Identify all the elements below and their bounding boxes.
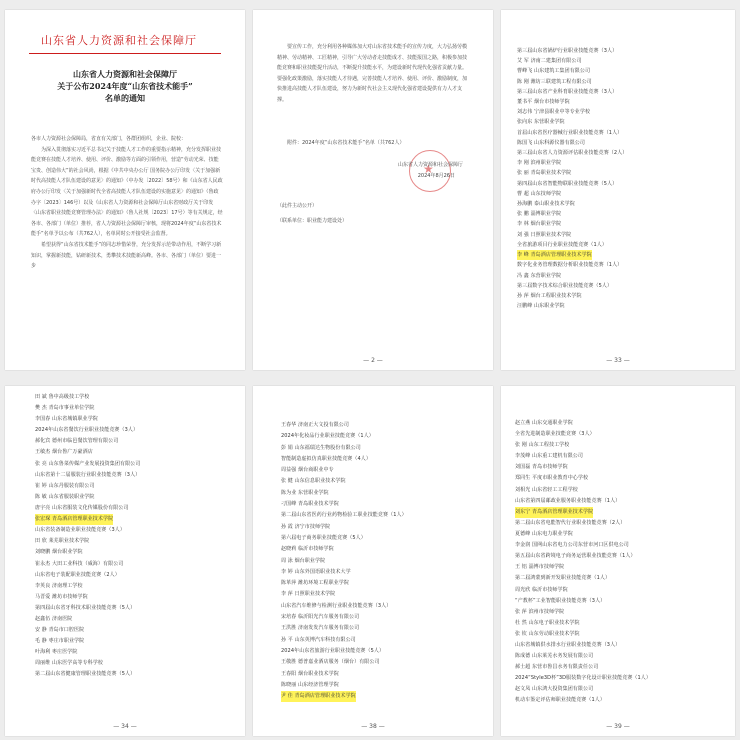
list-line: 崔永杰 大田工业科技（威海）有限公司 — [35, 560, 124, 567]
name-list — [515, 418, 727, 707]
list-line: 孙 霞 济宁市技师学院 — [281, 523, 331, 530]
list-line: 刘国磊 青岛市技师学院 — [515, 464, 568, 471]
list-line: 李 林 烟台职业学院 — [517, 221, 562, 228]
notice-title: 山东省人力资源和社会保障厅 关于公布2024年度“山东省技术能手” 名单的通知 — [57, 69, 193, 103]
list-line: 第四届山东省牙科技术职业技能竞赛（5人） — [35, 604, 136, 611]
list-line: 汪鹏峰 山东职业学院 — [517, 303, 565, 310]
list-line: 王敬胜 德普嘉业酒店服务（烟台）有限公司 — [281, 659, 380, 666]
list-line: 冯 鑫 东营职业学院 — [517, 272, 562, 279]
sign-date: 2024年8月26日 — [417, 173, 455, 179]
list-line: 郝化宾 德州市临邑餐饮管理有限公司 — [35, 438, 119, 445]
body-paragraph: 各市人力资源社会保障局，省直有关部门，各群团组织，企业、院校： — [31, 136, 187, 142]
list-line: 李 婷 山东外国语职业技术大学 — [281, 568, 351, 575]
page-number: — 2 — — [363, 357, 383, 364]
list-line: 2024年山东省旅游行业职业技能竞赛（5人） — [281, 647, 385, 654]
list-line: 赵鑫伍 济南医院 — [35, 615, 73, 622]
list-line: 首届山东省医疗器械行业职业技能竞赛（1人） — [517, 129, 623, 136]
page-number: — 38 — — [361, 723, 385, 730]
list-line: 第四届山东省智能物联职业技能竞赛（5人） — [517, 180, 618, 187]
list-line: 赵晓莉 临沂市技师学院 — [281, 546, 334, 553]
list-line: 孙 萍 烟台工程职业技术学院 — [517, 293, 582, 300]
highlighted-list-line: 尹 佳 青岛酒店管理职业技术学院 — [281, 691, 356, 702]
letterhead: 山东省人力资源和社会保障厅 — [41, 34, 197, 47]
list-line: 第二届山东省医药行业药物检验工职业技能竞赛（1人） — [281, 512, 407, 519]
document-page-33 — [501, 10, 735, 370]
letterhead-rule — [29, 53, 221, 54]
list-line: 田 欣 莱芜职业技术学院 — [35, 538, 90, 545]
list-line: 第三届山东省人力资源评估职业技能竞赛（2人） — [517, 150, 628, 157]
list-line: 安 静 青岛市口腔医院 — [35, 627, 85, 634]
name-list — [35, 392, 235, 681]
highlighted-list-line: 李 峰 青岛酒店管理职业技术学院 — [517, 250, 592, 260]
list-line: 夏德峰 山东电力职业学院 — [515, 531, 573, 538]
list-line: 孙 平 山东英博汽车科技有限公司 — [281, 636, 356, 643]
list-line: 山东省第十二届服装行业职业技能竞赛（3人） — [35, 471, 141, 478]
list-line: 彭 娟 山东福瑞达生物股份有限公司 — [281, 444, 361, 451]
list-line: 曹峰飞 山东建筑工集团有限公司 — [517, 68, 591, 75]
list-line: 王春华 济南正大文投有限公司 — [281, 422, 349, 428]
document-page-38 — [253, 386, 493, 736]
list-line: 第二届山东省健康管理职业技能竞赛（5人） — [35, 671, 136, 678]
document-page-2 — [253, 10, 493, 370]
list-line: 董书平 烟台市技师学院 — [517, 99, 570, 106]
list-line: 赵立燕 山东交通职业学院 — [515, 420, 573, 426]
list-line: 王敏杰 烟台鲁广万豪酒店 — [35, 449, 93, 456]
list-line: 刘相光 山东省轻工工程学校 — [515, 486, 578, 493]
list-line: 张 鹏 淄博职业学院 — [517, 211, 562, 218]
list-line: 曹 超 山东技师学院 — [517, 190, 562, 197]
list-line: 田 斌 鲁中高级技工学校 — [35, 394, 90, 400]
list-line: 叶海利 枣庄医学院 — [35, 649, 78, 656]
list-line: 第六届电子商务职业技能竞赛（5人） — [281, 534, 366, 541]
disclosure-note: （此件主动公开） — [277, 203, 318, 209]
page-number: — 34 — — [113, 723, 137, 730]
list-line: “产教杯”工业智能职业技能竞赛（3人） — [515, 597, 606, 604]
list-line: 艾 军 济南二建集团有限公司 — [517, 58, 582, 65]
list-line: 陈 刚 潍坊三联建筑工程有限公司 — [517, 78, 592, 85]
list-line: 山东省电子装配职业技能竞赛（2人） — [35, 571, 120, 578]
list-line: 宋培春 临沂阳光汽车服务有限公司 — [281, 614, 360, 621]
name-list — [517, 46, 725, 311]
list-line: 孙海鹏 泰山职业技术学院 — [517, 201, 575, 208]
notice-body — [31, 134, 223, 272]
body-paragraph: 希望获得“山东省技术能手”的同志珍惜荣誉，充分发挥示范带动作用，不断学习新知识，掌握新技能，钻研新技术，勇攀技术技能新高峰。各市、各部门（单位）要进一步 — [31, 241, 222, 270]
list-line: 李茂峰 山东重工建机有限公司 — [515, 453, 583, 460]
list-line: 机动车鉴定评估师职业技能竞赛（1人） — [515, 697, 605, 704]
list-line: 李 刚 滨州职业学院 — [517, 160, 562, 167]
list-line: 张向东 东营职业学院 — [517, 119, 565, 126]
sign-org: 山东省人力资源和社会保障厅 — [397, 162, 463, 168]
list-line: 王洪胜 济南发发汽车服务有限公司 — [281, 625, 360, 632]
list-line: 崔 婷 山东丹服装有限公司 — [35, 482, 95, 489]
contact-note: （联系单位：职业能力建设处） — [277, 218, 348, 224]
list-line: 全省先进制造职业技能竞赛（3人） — [515, 431, 595, 438]
list-line: 2024“Style3D杯”3D服装数字化设计职业技能竞赛（1人） — [515, 675, 652, 682]
list-line: 唐宇亮 山东省服装文化传媒股份有限公司 — [35, 504, 129, 511]
list-line: 李英良 济南理工学校 — [35, 582, 83, 589]
list-line: 张 萍 滨州市技师学院 — [515, 608, 565, 615]
list-line: 张 刚 山东工程技工学校 — [515, 442, 570, 449]
list-line: 周丽维 山东医学高等专科学校 — [35, 660, 103, 667]
list-line: 周益强 烟台商职业中专 — [281, 467, 334, 474]
list-line: 陈成德 山东莱芜水务发展有限公司 — [515, 653, 594, 660]
name-list — [281, 420, 483, 703]
list-line: 刘 强 日照职业技术学院 — [517, 231, 572, 238]
list-line: 全省旅游项目行业职业技能竞赛（1人） — [517, 241, 607, 248]
list-line: 2024年山东省餐饮行业职业技能竞赛（3人） — [35, 427, 139, 434]
list-line: 周光欣 临沂市技师学院 — [515, 586, 568, 593]
list-line: 周 泳 烟台职业学院 — [281, 557, 326, 564]
document-page-39 — [501, 386, 735, 736]
list-line: 第二届山东省电能智代行业职业技能竞赛（2人） — [515, 519, 626, 526]
body-paragraph: 要宣传工作，充分利用各种媒体加大对山东省技术能手的宣传力度，大力弘扬劳模精神、劳动精神、工匠精神，引导广大劳动者走技能成才、技能报国之路，积极参加技能竞赛和职业技能提升活动，不断提升技能水平，为建设新时代现代化强省贡献力量。要强化政策激励，落实技能人才待遇，完善技能人才培养、使用、评价、激励制度，加快推进高技能人才队伍建设，努力为新时代社会主义现代化强省建设提供有力人才支撑。 — [277, 44, 468, 103]
list-line: 山东省第四届邮政业服务职业技能竞赛（1人） — [515, 497, 621, 504]
list-line: 郝士超 东营市鲁昌水务有限责任公司 — [515, 664, 599, 671]
list-line: 杜 然 山东电子职业技术学院 — [515, 619, 580, 626]
list-line: 第三届山东省产业科育职业技能竞赛（3人） — [517, 88, 618, 95]
list-line: 刁国峰 青岛职业技术学院 — [281, 501, 339, 508]
list-line: 李金润 国网山东省电力公司东营市河口区供电公司 — [515, 542, 629, 549]
page-number: — 33 — — [606, 357, 630, 364]
list-line: 第三届山东省锅炉行业职业技能竞赛（3人） — [517, 48, 618, 54]
list-line: 李 萍 日照职业技术学院 — [281, 591, 336, 598]
list-line: 山东省装备制造业职业技能竞赛（3人） — [35, 527, 125, 534]
list-line: 张 亮 山东鲁菜传媒产业发展投资集团有限公司 — [35, 460, 141, 467]
list-line: 马晋爱 潍坊市技师学院 — [35, 593, 88, 600]
list-line: 郑同生 平度市职业教育中心学校 — [515, 475, 589, 482]
list-line: 山东省汽车维修与检测行业职业技能竞赛（3人） — [281, 602, 392, 609]
list-line: 陈晓丽 山东经济管理学院 — [281, 681, 339, 688]
body-paragraph: 为深入贯彻落实习近平总书记关于技能人才工作的重要指示精神，充分发挥职业技能竞赛在技能人才培养、使用、评价、激励等方面的引领作用，营造“劳动光荣、技能宝贵、创造伟大”的社会风尚，根据《中共中央办公厅 国务院办公厅印发〈关于加强新时代高技能人才队伍建设的意见〉的通知》（中办发〔2022〕58号）和《山东省人民政府办公厅印发〈关于加强新时代全省高技能人才队伍建设的实施意见〉的通知》（鲁政办字〔2023〕146号）以及《山东省人力资源和社会保障厅山东省财政厅关于印发〈山东省职业技能竞赛管理办法〉的通知》（鲁人社规〔2023〕17号）等有关规定，经各市、各部门（单位）推荐，省人力资源社会保障厅审核，现将2024年度“山东省技术能手”名单予以公布（共762人），名单同时公开接受社会监督。 — [31, 146, 223, 238]
document-page-1 — [5, 10, 245, 370]
list-line: 李国春 山东省城镇职业学院 — [35, 416, 98, 423]
list-line: 赵文凤 山东鸿大投资集团有限公司 — [515, 686, 594, 693]
list-line: 张 丽 青岛职业技术学院 — [517, 170, 572, 177]
list-line: 数字化业务管理数据分析职业技能竞赛（1人） — [517, 262, 623, 269]
list-line: 第五届山东省跨境电子商务运营职业技能竞赛（1人） — [515, 553, 636, 560]
list-line: 陈国飞 山东科源仪器有限公司 — [517, 139, 585, 146]
attachment-line: 附件：2024年度“山东省技术能手”名单（共762人） — [287, 140, 405, 146]
list-line: 张 健 山东信息职业技术学院 — [281, 478, 346, 485]
list-line: 山东省城镇供水排水行业职业技能竞赛（3人） — [515, 641, 621, 648]
highlighted-list-line: 刘东宁 青岛酒店管理职业技术学院 — [515, 507, 593, 518]
list-line: 刘志伟 宁津县职业中等专业学校 — [517, 109, 591, 116]
list-line: 陈为业 东营职业学院 — [281, 489, 329, 496]
list-line: 2024年化妆品行业职业技能竞赛（1人） — [281, 433, 374, 440]
list-line: 刘晓鹏 烟台职业学院 — [35, 549, 83, 556]
list-line: 陈 敏 山东省服装职业学院 — [35, 493, 95, 500]
list-line: 陈革萍 潍坊环境工程职业学院 — [281, 580, 349, 587]
list-line: 智能制造虚拟仿真职业技能竞赛（4人） — [281, 455, 371, 462]
page-number: — 39 — — [606, 723, 630, 730]
list-line: 第三届数字技术综合职业技能竞赛（5人） — [517, 282, 613, 289]
list-line: 毛 静 枣庄市职业学院 — [35, 638, 85, 645]
highlighted-list-line: 张宏琛 青岛酒店管理职业技术学院 — [35, 514, 113, 525]
list-line: 第二届鸿蒙到新开发职业技能竞赛（1人） — [515, 575, 611, 582]
list-line: 王 铝 淄博市技师学院 — [515, 564, 565, 571]
list-line: 王春阳 烟台职业技术学院 — [281, 670, 339, 677]
list-line: 张 钦 山东劳动职业技术学院 — [515, 630, 580, 637]
list-line: 樊 杰 青岛市事业单位学院 — [35, 405, 95, 412]
document-page-34 — [5, 386, 245, 736]
